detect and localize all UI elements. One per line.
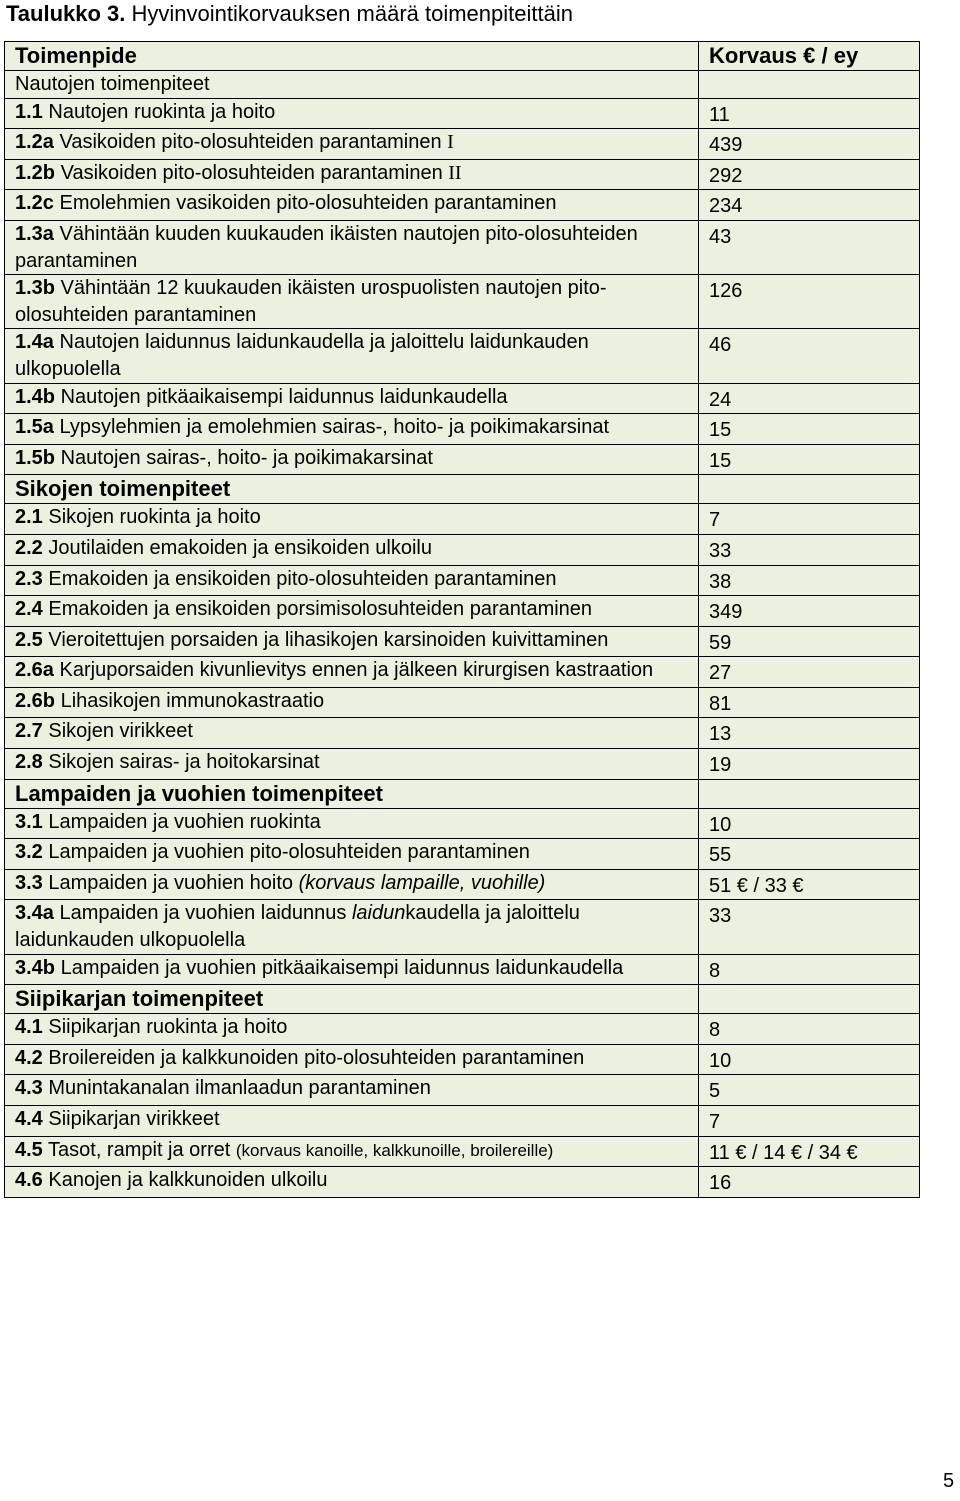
table-row bbox=[5, 190, 920, 221]
compensation-value: 59 bbox=[709, 631, 732, 654]
compensation-value bbox=[709, 780, 909, 783]
measure-text: Nautojen ruokinta ja hoito bbox=[48, 100, 276, 123]
compensation-value: 13 bbox=[709, 723, 732, 746]
section-title: Siipikarjan toimenpiteet bbox=[15, 986, 264, 1012]
measure-cell bbox=[5, 657, 699, 688]
subsection-title: Nautojen toimenpiteet bbox=[15, 73, 210, 95]
compensation-cell bbox=[699, 159, 920, 190]
measure-cell bbox=[5, 504, 699, 535]
measure-text: Emakoiden ja ensikoiden pito-olosuhteiden parantaminen bbox=[48, 567, 557, 590]
compensation-cell bbox=[699, 71, 920, 99]
measure-cell bbox=[5, 190, 699, 221]
compensation-value: 24 bbox=[709, 388, 732, 411]
compensation-value: 43 bbox=[709, 225, 732, 248]
measure-number: 1.1 bbox=[15, 100, 43, 123]
measure-number: 1.2a bbox=[15, 131, 54, 154]
measure-number: 2.5 bbox=[15, 628, 43, 651]
compensation-cell bbox=[699, 596, 920, 627]
compensation-value: 234 bbox=[709, 195, 743, 218]
measure-number: 1.4a bbox=[15, 331, 54, 354]
measure-cell bbox=[5, 1106, 699, 1137]
measure-text: Lypsylehmien ja emolehmien sairas-, hoito- ja poikimakarsinat bbox=[59, 416, 610, 439]
measure-cell bbox=[5, 444, 699, 475]
table-row bbox=[5, 98, 920, 129]
measure-cell bbox=[5, 159, 699, 190]
table-row bbox=[5, 808, 920, 839]
measure-cell bbox=[5, 779, 699, 808]
compensation-value: 349 bbox=[709, 601, 743, 624]
measure-number: 2.8 bbox=[15, 751, 43, 774]
compensation-cell bbox=[699, 1106, 920, 1137]
measure-number: 4.1 bbox=[15, 1016, 43, 1039]
compensation-cell bbox=[699, 129, 920, 160]
table-row bbox=[5, 900, 920, 954]
compensation-value: 11 € / 14 € / 34 € bbox=[709, 1141, 858, 1164]
compensation-cell bbox=[699, 565, 920, 596]
measure-text: Lampaiden ja vuohien pitkäaikaisempi laidunnus laidunkaudella bbox=[60, 956, 624, 979]
measure-number: 3.4a bbox=[15, 902, 54, 925]
measure-cell bbox=[5, 1136, 699, 1167]
compensation-value: 7 bbox=[709, 509, 721, 532]
measure-number: 4.2 bbox=[15, 1046, 43, 1069]
table-row bbox=[5, 626, 920, 657]
measure-text: Munintakanalan ilmanlaadun parantaminen bbox=[48, 1077, 431, 1100]
measure-number: 3.4b bbox=[15, 956, 56, 979]
measure-cell bbox=[5, 626, 699, 657]
compensation-cell bbox=[699, 1167, 920, 1198]
compensation-cell bbox=[699, 444, 920, 475]
compensation-value: 8 bbox=[709, 1019, 721, 1042]
compensation-cell bbox=[699, 718, 920, 749]
compensation-cell bbox=[699, 275, 920, 329]
measure-cell bbox=[5, 749, 699, 780]
measure-number: 4.3 bbox=[15, 1077, 43, 1100]
compensation-value: 33 bbox=[709, 539, 732, 562]
compensation-value: 7 bbox=[709, 1111, 721, 1133]
measure-text: Emakoiden ja ensikoiden porsimisolosuhteiden parantaminen bbox=[48, 598, 593, 621]
measure-number: 1.5a bbox=[15, 416, 54, 439]
compensation-value: 38 bbox=[709, 570, 732, 593]
table-row bbox=[5, 749, 920, 780]
compensation-value: 10 bbox=[709, 1049, 732, 1072]
measure-cell bbox=[5, 414, 699, 445]
measure-text-emphasis: laidun bbox=[351, 902, 406, 925]
measure-cell bbox=[5, 718, 699, 749]
table-row bbox=[5, 687, 920, 718]
measure-number: 1.3b bbox=[15, 277, 56, 300]
compensation-cell bbox=[699, 900, 920, 954]
table-caption bbox=[6, 0, 573, 28]
measure-number: 2.7 bbox=[15, 720, 43, 743]
measure-cell bbox=[5, 808, 699, 839]
table-row bbox=[5, 1014, 920, 1045]
measure-number: 4.5 bbox=[15, 1138, 43, 1161]
compensation-value: 439 bbox=[709, 134, 743, 157]
measure-text: Vasikoiden pito-olosuhteiden parantaminen bbox=[60, 161, 443, 184]
measure-text: Joutilaiden emakoiden ja ensikoiden ulkoilu bbox=[48, 536, 432, 559]
compensation-cell bbox=[699, 779, 920, 808]
section-title: Lampaiden ja vuohien toimenpiteet bbox=[15, 780, 383, 806]
table-row bbox=[5, 1075, 920, 1106]
measure-cell bbox=[5, 98, 699, 129]
compensation-value: 55 bbox=[709, 844, 732, 867]
compensation-value: 15 bbox=[709, 449, 732, 472]
measure-text: Sikojen sairas- ja hoitokarsinat bbox=[48, 751, 320, 774]
measure-cell bbox=[5, 596, 699, 627]
compensation-value: 11 bbox=[709, 103, 730, 126]
measure-cell bbox=[5, 565, 699, 596]
compensation-value: 126 bbox=[709, 280, 743, 303]
table-row bbox=[5, 1167, 920, 1198]
table-row bbox=[5, 1136, 920, 1167]
table-row bbox=[5, 129, 920, 160]
measure-number: 2.6a bbox=[15, 659, 54, 682]
compensation-cell bbox=[699, 687, 920, 718]
compensation-value: 10 bbox=[709, 813, 732, 836]
compensation-cell bbox=[699, 626, 920, 657]
roman-numeral: I bbox=[447, 131, 454, 154]
section-row bbox=[5, 779, 920, 808]
caption-label: Taulukko 3. bbox=[6, 1, 126, 26]
measure-text: Lampaiden ja vuohien hoito bbox=[48, 871, 294, 894]
measure-cell bbox=[5, 71, 699, 99]
compensation-cell bbox=[699, 475, 920, 504]
measure-text: Vähintään kuuden kuukauden ikäisten nautojen pito-olosuhteiden parantaminen bbox=[15, 222, 638, 272]
table-row bbox=[5, 839, 920, 870]
header-measure: Toimenpide bbox=[5, 42, 699, 71]
table-row bbox=[5, 504, 920, 535]
table-row bbox=[5, 444, 920, 475]
measure-number: 2.3 bbox=[15, 567, 43, 590]
measure-number: 3.3 bbox=[15, 871, 43, 894]
measure-number: 2.4 bbox=[15, 598, 43, 621]
header-compensation: Korvaus € / ey bbox=[699, 42, 920, 71]
measure-text: Nautojen pitkäaikaisempi laidunnus laidunkaudella bbox=[60, 385, 508, 408]
compensation-cell bbox=[699, 383, 920, 414]
compensation-value: 27 bbox=[709, 662, 732, 685]
compensation-cell bbox=[699, 329, 920, 383]
measure-cell bbox=[5, 1014, 699, 1045]
measure-text: Siipikarjan ruokinta ja hoito bbox=[48, 1016, 288, 1039]
measure-text: Siipikarjan virikkeet bbox=[48, 1108, 220, 1130]
table-row bbox=[5, 1106, 920, 1137]
section-title: Sikojen toimenpiteet bbox=[15, 476, 231, 502]
measure-text-rest: kaudella ja jaloittelu laidunkauden ulkopuolella bbox=[15, 902, 580, 952]
table-row bbox=[5, 275, 920, 329]
measure-cell bbox=[5, 985, 699, 1014]
measure-cell bbox=[5, 275, 699, 329]
compensation-cell bbox=[699, 414, 920, 445]
compensation-table bbox=[4, 41, 920, 1198]
table-row bbox=[5, 1044, 920, 1075]
measure-text: Emolehmien vasikoiden pito-olosuhteiden parantaminen bbox=[59, 192, 557, 215]
measure-text: Broilereiden ja kalkkunoiden pito-olosuhteiden parantaminen bbox=[48, 1046, 585, 1069]
measure-text: Nautojen laidunnus laidunkaudella ja jaloittelu laidunkauden ulkopuolella bbox=[15, 331, 589, 380]
measure-text: Vieroitettujen porsaiden ja lihasikojen karsinoiden kuivittaminen bbox=[48, 628, 609, 651]
compensation-cell bbox=[699, 220, 920, 274]
measure-note: (korvaus kanoille, kalkkunoille, broilereille) bbox=[235, 1140, 554, 1160]
measure-number: 3.1 bbox=[15, 810, 43, 833]
measure-cell bbox=[5, 1044, 699, 1075]
caption-text: Hyvinvointikorvauksen määrä toimenpiteittäin bbox=[131, 1, 573, 26]
compensation-cell bbox=[699, 657, 920, 688]
table-row bbox=[5, 534, 920, 565]
compensation-value bbox=[709, 475, 909, 478]
compensation-value bbox=[709, 71, 909, 74]
measure-cell bbox=[5, 475, 699, 504]
measure-cell bbox=[5, 220, 699, 274]
section-row bbox=[5, 71, 920, 99]
compensation-cell bbox=[699, 1044, 920, 1075]
compensation-value: 8 bbox=[709, 959, 721, 982]
measure-cell bbox=[5, 534, 699, 565]
compensation-cell bbox=[699, 1136, 920, 1167]
measure-text: Vähintään 12 kuukauden ikäisten urospuolisten nautojen pito-olosuhteiden parantaminen bbox=[15, 277, 607, 326]
measure-number: 1.4b bbox=[15, 385, 56, 408]
measure-cell bbox=[5, 954, 699, 985]
measure-text: Lampaiden ja vuohien pito-olosuhteiden parantaminen bbox=[48, 841, 530, 864]
measure-text: Nautojen sairas-, hoito- ja poikimakarsinat bbox=[60, 446, 433, 469]
measure-text: Lampaiden ja vuohien laidunnus bbox=[59, 902, 352, 925]
measure-cell bbox=[5, 900, 699, 954]
compensation-value: 16 bbox=[709, 1172, 732, 1195]
table-row bbox=[5, 565, 920, 596]
measure-text: Kanojen ja kalkkunoiden ulkoilu bbox=[48, 1169, 328, 1192]
compensation-cell bbox=[699, 1075, 920, 1106]
compensation-value bbox=[709, 985, 909, 988]
table-row bbox=[5, 383, 920, 414]
section-row bbox=[5, 985, 920, 1014]
measure-number: 4.6 bbox=[15, 1169, 43, 1192]
measure-number: 2.6b bbox=[15, 689, 56, 712]
measure-number: 2.2 bbox=[15, 536, 43, 559]
measure-number: 3.2 bbox=[15, 841, 43, 864]
compensation-cell bbox=[699, 534, 920, 565]
measure-cell bbox=[5, 129, 699, 160]
compensation-cell bbox=[699, 954, 920, 985]
compensation-value: 292 bbox=[709, 164, 743, 187]
table-row bbox=[5, 329, 920, 383]
table-row bbox=[5, 718, 920, 749]
table-row bbox=[5, 657, 920, 688]
table-row bbox=[5, 869, 920, 900]
page-number: 5 bbox=[943, 1470, 955, 1492]
compensation-value: 81 bbox=[709, 692, 732, 715]
compensation-value: 5 bbox=[709, 1080, 721, 1103]
roman-numeral: II bbox=[448, 161, 462, 184]
measure-text: Vasikoiden pito-olosuhteiden parantaminen bbox=[59, 131, 442, 154]
measure-number: 1.2c bbox=[15, 192, 54, 215]
compensation-value: 15 bbox=[709, 419, 732, 442]
measure-number: 1.3a bbox=[15, 222, 54, 245]
measure-text: Karjuporsaiden kivunlievitys ennen ja jälkeen kirurgisen kastraation bbox=[59, 659, 654, 682]
measure-text: Lampaiden ja vuohien ruokinta bbox=[48, 810, 321, 833]
measure-note: (korvaus lampaille, vuohille) bbox=[298, 871, 546, 894]
measure-cell bbox=[5, 1167, 699, 1198]
measure-text: Lihasikojen immunokastraatio bbox=[60, 689, 325, 712]
measure-text: Tasot, rampit ja orret bbox=[48, 1138, 231, 1161]
measure-cell bbox=[5, 839, 699, 870]
table-header-row bbox=[5, 42, 920, 71]
measure-cell bbox=[5, 687, 699, 718]
measure-number: 1.5b bbox=[15, 446, 56, 469]
measure-number: 1.2b bbox=[15, 161, 56, 184]
compensation-value: 33 bbox=[709, 905, 732, 928]
compensation-cell bbox=[699, 808, 920, 839]
table-row bbox=[5, 414, 920, 445]
table-row bbox=[5, 159, 920, 190]
table-row bbox=[5, 596, 920, 627]
measure-number: 2.1 bbox=[15, 506, 43, 529]
compensation-value: 51 € / 33 € bbox=[709, 874, 804, 897]
measure-cell bbox=[5, 383, 699, 414]
measure-cell bbox=[5, 1075, 699, 1106]
compensation-cell bbox=[699, 98, 920, 129]
measure-text: Sikojen ruokinta ja hoito bbox=[48, 506, 261, 529]
table-row bbox=[5, 220, 920, 274]
compensation-cell bbox=[699, 839, 920, 870]
compensation-cell bbox=[699, 985, 920, 1014]
compensation-cell bbox=[699, 190, 920, 221]
section-row bbox=[5, 475, 920, 504]
measure-cell bbox=[5, 869, 699, 900]
measure-cell bbox=[5, 329, 699, 383]
compensation-value: 19 bbox=[709, 754, 732, 777]
compensation-cell bbox=[699, 504, 920, 535]
measure-text: Sikojen virikkeet bbox=[48, 720, 193, 743]
measure-number: 4.4 bbox=[15, 1108, 43, 1130]
compensation-cell bbox=[699, 1014, 920, 1045]
compensation-cell bbox=[699, 869, 920, 900]
compensation-cell bbox=[699, 749, 920, 780]
table-row bbox=[5, 954, 920, 985]
compensation-value: 46 bbox=[709, 334, 732, 357]
